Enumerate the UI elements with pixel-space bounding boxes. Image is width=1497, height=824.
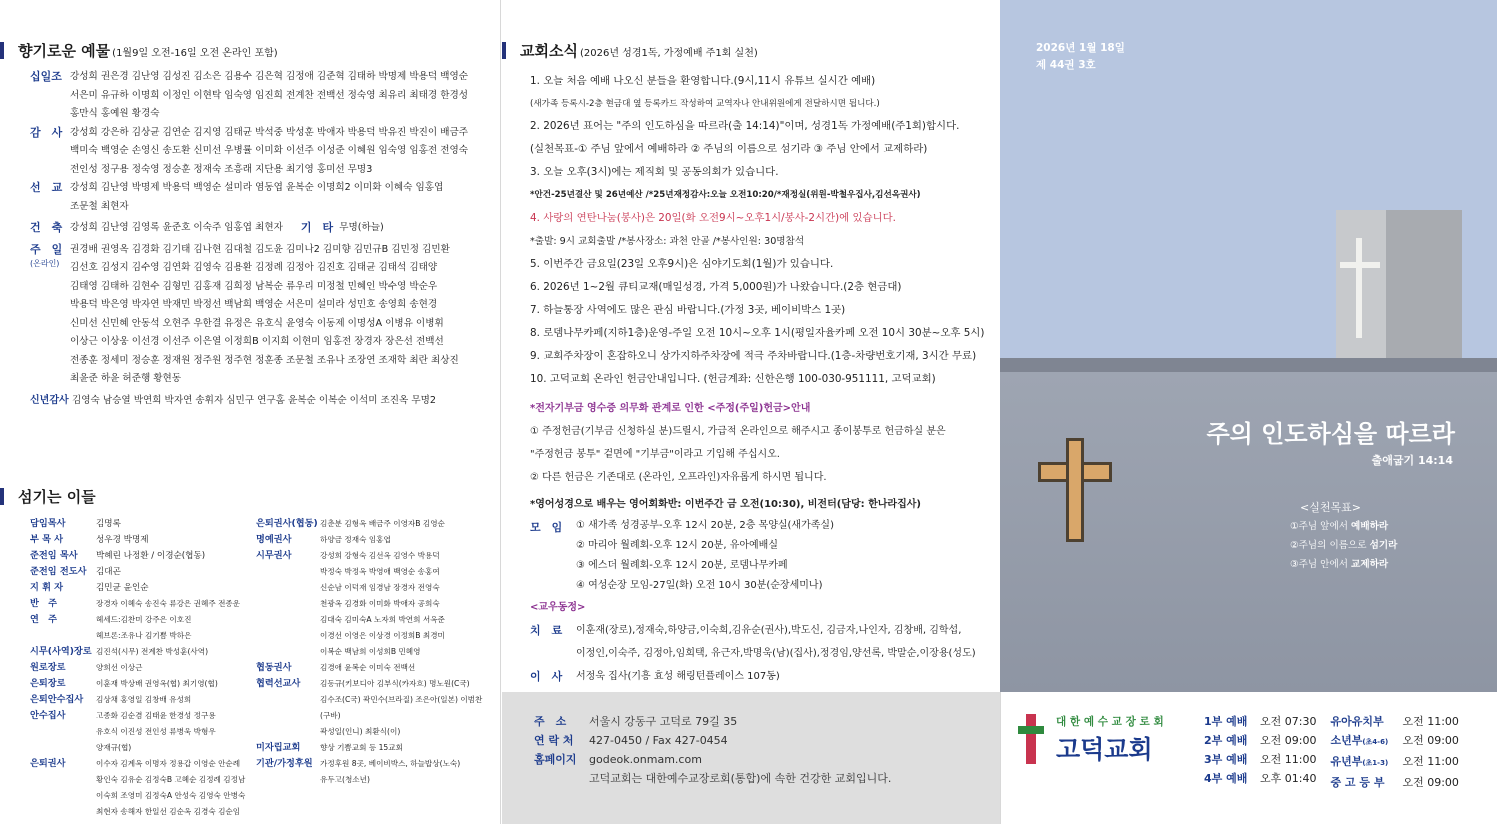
staff-row [30,564,256,580]
service-name: 유아유치부 [1330,715,1384,728]
staff-names: 이훈재 박상배 권영옥(협) 최기영(협) [96,679,218,688]
staff-role: 시무권사 [256,550,292,561]
offering-label: 신년감사 [30,394,69,406]
tax-line: "주정헌금 봉투" 겉면에 "기부금"이라고 기입해 주십시오. [530,449,780,460]
staff-row [30,580,256,596]
title-bar [0,488,4,505]
tower-cross-icon [1356,238,1362,338]
service-row [1330,773,1458,792]
offering-names: 무명(하늘) [339,222,384,233]
tower-shadow [1386,210,1462,360]
logo-cross-icon [1018,714,1044,764]
staff-row [30,516,256,532]
practice-goals: <실천목표> ①주님 앞에서 예배하라 ②주님의 이름으로 섬기라 ③주님 안에서 교제하라 [1290,498,1397,574]
staff-role: 시무(사역)장로 [30,646,92,657]
staff-names: 김상채 홍영일 김창배 유성희 [96,695,192,704]
news-item: *출발: 9시 교회출발 /*봉사장소: 과천 안골 /*봉사인원: 30명참석 [530,236,805,247]
staff-names: 고종화 김순겸 김태윤 한경성 정구용 유호식 이진성 전인성 류병욱 박형우 양재규(협) [96,711,216,752]
staff-row [30,532,256,548]
offering-row-sunday [30,241,492,389]
title-bar [502,42,506,59]
staff-row [30,756,256,820]
staff-row [30,548,256,564]
offering-label: 선 교 [30,181,63,194]
left-panel [0,0,500,824]
staff-names: 가정후원 8곳, 베이비박스, 하늘밥상(노숙) 유두고(청소년) [320,759,461,784]
service-row [1204,769,1316,788]
staff-row [256,532,492,548]
service-name: 1부 예배 [1204,715,1248,728]
staff-role: 지 휘 자 [30,582,64,593]
church-logo: 대 한 예 수 교 장 로 회 고덕교회 [1018,712,1193,768]
staff-role: 은퇴권사 [30,758,66,769]
news-item: 1. 오늘 처음 예배 나오신 분들을 환영합니다.(9시,11시 유튜브 실시간 예배) [530,75,876,87]
staff-names: 김진석(시무) 전계찬 박성훈(사역) [96,647,209,656]
staff-role: 원로장로 [30,662,66,673]
staff-section-title: 섬기는 이들 [0,486,96,507]
staff-role: 은퇴장로 [30,678,66,689]
service-name: 4부 예배 [1204,772,1248,785]
staff-row [30,612,256,644]
news-section-title: 교회소식 (2026년 성경1독, 가정예배 주1회 실천) [502,40,758,61]
roof [1000,358,1497,372]
staff-row [30,676,256,692]
meeting-item: ① 새가족 성경공부-오후 12시 20분, 2층 목양실(새가족실) [576,520,834,531]
staff-role: 준전임 목사 [30,550,78,561]
service-time: 오후 01:40 [1260,772,1317,785]
middle-panel [502,0,1000,824]
news-item: *안건-25년결산 및 26년예산 /*25년재정감사:오늘 오전10:20/*재정실(위원-박철우집사,김선옥권사) [530,190,921,200]
staff-row [30,708,256,756]
english-class: *영어성경으로 배우는 영어회화반: 이번주간 금 오전(10:30), 비전터(담당: 한나라집사) [530,499,921,510]
right-panel [1000,0,1497,824]
staff-names: 이수자 김계옥 이명자 정용갑 이영순 안순례 황인숙 김유순 김정숙B 고혜순 김정례 김정남 이숙희 조영미 김정숙A 안성숙 김영숙 안병숙 최현자 송해자 한일선 김순옥 김경숙 김순임 [96,759,246,816]
staff-role: 은퇴안수집사 [30,694,84,705]
service-name: 중 고 등 부 [1330,776,1385,789]
news-item: 7. 하늘통장 사역에도 많은 관심 바랍니다.(가정 3곳, 베이비박스 1곳) [530,304,846,316]
homepage-link[interactable]: godeok.onmam.com [589,753,702,766]
staff-row [256,740,492,756]
service-time: 오전 09:00 [1402,734,1459,747]
staff-names: 김대곤 [96,567,121,577]
offering-label: 감 사 [30,125,63,139]
service-times [1190,692,1497,824]
staff-column-1 [30,516,256,820]
staff-row [30,692,256,708]
service-col-1 [1204,712,1316,824]
staff-names: 김춘분 김형옥 배금주 이영자B 김영순 [320,519,445,528]
tagline: 고덕교회는 대한예수교장로회(통합)에 속한 건강한 교회입니다. [589,772,892,785]
offering-names: 강성희 김난영 박명제 박용덕 백영순 설미라 염동엽 윤복순 이명희2 이미화 이혜숙 임홍엽 조문철 최현자 [70,182,444,212]
service-row [1330,731,1458,752]
meeting-item: ④ 여성순장 모임-27일(화) 오전 10시 30분(순장세미나) [576,580,823,591]
staff-names: 하양금 정재숙 임홍엽 [320,535,391,544]
tower-cross-icon [1340,262,1380,268]
offering-row [30,124,492,180]
treatment: 치 료 이훈재(장로),정재숙,하양금,이숙희,김유순(권사),박도신, 김금자,나인자, 김창배, 김학섭, 이정인,이숙주, 김정아,임희택, 유근자,박명욱(남)(집사),정경임,양선록, 박말순,이장용(성도) [530,624,976,659]
offering-names: 김영숙 남승열 박연희 박자연 송휘자 심민구 연구홈 윤복순 이복순 이석미 조진옥 무명2 [72,394,437,406]
staff-role: 협력선교사 [256,678,301,689]
service-name: 유년부(초1-3) [1330,755,1389,768]
offering-label: 주 일 (온라인) [30,242,63,268]
staff-role: 협동권사 [256,662,292,673]
news-item: 4. 사랑의 연탄나눔(봉사)은 20일(화 오전9시~오후1시/봉사-2시간)에 있습니다. [530,212,896,224]
staff-names: 김명록 [96,519,121,529]
goal-item: ③주님 안에서 교제하라 [1290,559,1389,570]
staff-list [30,516,495,820]
moving: 이 사 서정욱 집사(기흥 효성 해링턴플레이스 107동) [530,670,780,683]
tax-notice-lines [530,420,995,489]
offering-label: 기 타 [300,221,334,234]
offering-section-title: 향기로운 예물 (1월9일 오전-16일 오전 온라인 포함) [0,40,278,61]
staff-row [30,660,256,676]
service-row [1204,712,1316,731]
staff-names: 김경애 윤복순 이미숙 전백선 [320,663,416,672]
theme-title: 주의 인도하심을 따르라 [1206,420,1455,448]
service-time: 오전 11:00 [1402,715,1459,728]
staff-row [256,756,492,788]
offering-list [30,68,492,410]
news-list [530,70,995,711]
offering-row [30,179,492,216]
staff-names: 박혜린 나정환 / 이경순(협동) [96,551,206,561]
staff-names: 김민균 윤인순 [96,583,149,593]
issue-info: 2026년 1월 18일 제 44권 3호 [1036,42,1125,71]
service-col-2 [1330,712,1458,824]
staff-row [256,660,492,676]
staff-row [256,548,492,660]
service-row [1330,712,1458,731]
staff-names: 향상 기쁨교회 등 15교회 [320,743,403,752]
wall-cross-icon [1066,438,1084,542]
staff-row [30,596,256,612]
staff-row [256,516,492,532]
service-time: 오전 09:00 [1260,734,1317,747]
goal-item: ①주님 앞에서 예배하라 [1290,521,1389,532]
service-name: 3부 예배 [1204,753,1248,766]
staff-role: 미자립교회 [256,742,301,753]
goal-item: ②주님의 이름으로 섬기라 [1290,540,1398,551]
service-row [1330,752,1458,773]
meeting-list [576,516,834,596]
news-item: 9. 교회주차장이 혼잡하오니 상가지하주차장에 적극 주차바랍니다.(1층-차량번호기재, 3시간 무료) [530,350,977,362]
title-bar [0,42,4,59]
offering-names: 강성희 김난영 김영록 윤준호 이숙주 임홍엽 최현자 [70,222,283,233]
tax-notice-title: *전자기부금 영수증 의무화 관계로 인한 <주정(주일)헌금>안내 [530,403,811,414]
staff-names: 김동규(키보디아 김부식(카자흐) 명노원(C국) 김수조(C국) 곽민수(브라질) 조은아(일본) 이범찬(구바) 곽성일(인니) 최환식(이) [320,679,483,736]
service-time: 오전 09:00 [1402,776,1459,789]
staff-role: 부 목 사 [30,534,64,545]
meeting-item: ③ 에스더 월례회-오후 12시 20분, 로뎀나무카페 [576,560,788,571]
news-item: 6. 2026년 1~2월 큐티교재(매일성경, 가격 5,000원)가 나왔습니다.(2층 현금대) [530,281,902,293]
staff-role: 담임목사 [30,518,66,529]
offering-names: 강성희 강은하 김상균 김연순 김지영 김태균 박석중 박성훈 박애자 박용덕 박유진 박진이 배금주 백미숙 백영순 손영신 송도환 신미선 우병률 이미화 이선주 이성준 이혜원 임숙영 임홍전 전영숙 전인성 정구용 정숙영 정승훈 정재숙 조흥래 지단용 최기영 홍미선 무명3 [70,126,469,175]
service-row [1204,750,1316,769]
cover-photo [1000,0,1497,692]
offering-row-building [30,219,492,238]
staff-names: 장경자 이혜숙 송진숙 류강은 권혜주 전종운 [96,599,241,608]
news-item: 5. 이번주간 금요일(23일 오후9시)은 심야기도회(1월)가 있습니다. [530,258,834,270]
staff-row [256,676,492,740]
service-time: 오전 11:00 [1402,755,1459,768]
fold-line [500,0,501,824]
service-time: 오전 11:00 [1260,753,1317,766]
service-time: 오전 07:30 [1260,715,1317,728]
tax-line: ① 주정헌금(기부금 신청하실 분)드릴시, 가급적 온라인으로 해주시고 종이봉투로 헌금하실 분은 [530,426,946,437]
staff-role: 반 주 [30,598,57,609]
service-row [1204,731,1316,750]
staff-role: 준전임 전도사 [30,566,87,577]
meeting-item: ② 마리아 월례회-오후 12시 20분, 유아예배실 [576,540,778,551]
scripture-ref: 출애굽기 14:14 [1371,454,1453,467]
news-item: (새가족 등록시-2층 현금대 옆 등록카드 작성하여 교역자나 안내위원에게 전달하시면 됩니다.) [530,99,880,109]
member-news-title: <교우동정> [530,602,586,613]
church-info: 주 소 서울시 강동구 고덕로 79길 35 연 락 처 427-0450 / Fax 427-0454 홈페이지 godeok.onmam.com 고덕교회는 대한예수교장로회(통합)에 속한 건강한 교회입니다. [534,712,891,788]
staff-role: 명예권사 [256,534,292,545]
news-items [530,70,995,391]
offering-row-newyear [30,392,492,411]
phone: 427-0450 / Fax 427-0454 [589,734,728,747]
offering-label: 건 축 [30,221,63,234]
service-name: 소년부(초4-6) [1330,734,1389,747]
staff-names: 양희선 이상근 [96,663,143,672]
tax-line: ② 다른 헌금은 기존대로 (온라인, 오프라인)자유롭게 하시면 됩니다. [530,472,827,483]
news-item: 3. 오늘 오후(3시)에는 제직회 및 공동의회가 있습니다. [530,166,779,178]
staff-role: 연 주 [30,614,57,625]
service-name: 2부 예배 [1204,734,1248,747]
staff-names: 성우경 박명제 [96,535,149,545]
offering-names: 권경배 권영옥 김경화 김기태 김나현 김대철 김도윤 김미나2 김미향 김민규B 김민정 김민환 김선호 김성지 김수영 김연화 김영숙 김용환 김정례 김정아 김진호 김태균 김태석 김태양 김태영 김태하 김현수 김형민 김홍재 김희정 남복순 류우리 미정철 민혜인 박수영 박순우 박용덕 박은영 박자연 박재민 박정선 백남희 백영순 서은미 설미라 성민호 송영희 송현경 신미선 신민혜 안동석 오현주 우한결 유정은 유호식 윤영숙 이동제 이명성A 이병유 이병휘 이상근 이상웅 이선경 이선주 이은열 이정희B 이지희 이현미 임홍전 장경자 장은선 전백선 전종훈 정세미 정승훈 정재원 정주원 정주현 정훈종 조문철 조유나 조장연 조재학 최란 최상진 최윤준 하윤 허준행 황현동 [70,243,459,384]
staff-role: 기관/가정후원 [256,758,313,769]
staff-role: 은퇴권사(협동) [256,518,318,529]
offering-row [30,68,492,124]
offering-names: 강성희 권은경 김난영 김성진 김소은 김용수 김은혁 김정애 김준혁 김태하 박명제 박용덕 백영순 서은미 유규하 이명희 이정인 이현탁 임숙영 임진희 전계찬 전백선 정숙영 최유리 최태경 한경성 홍만식 홍예원 황경숙 [70,71,469,119]
offering-label: 십일조 [30,70,62,83]
staff-column-2 [256,516,492,820]
meetings: 모 임 ① 새가족 성경공부-오후 12시 20분, 2층 목양실(새가족실) ② 마리아 월례회-오후 12시 20분, 유아예배실 ③ 에스더 월례회-오후 12시 20분, 로뎀나무카페 ④ 여성순장 모임-27일(화) 오전 10시 30분(순장세미나) [530,516,995,596]
news-item: 10. 고덕교회 온라인 헌금안내입니다. (헌금계좌: 신한은행 100-030-951111, 고덕교회) [530,373,936,385]
staff-row [30,644,256,660]
news-item: 8. 로뎀나무카페(지하1층)운영-주일 오전 10시~오후 1시(평일자율카페 오전 10시 30분~오후 5시) [530,327,985,339]
news-item: 2. 2026년 표어는 "주의 인도하심을 따르라(출 14:14)"이며, 성경1독 가정예배(주1회)합시다. [530,120,960,132]
news-item: (실천목표-① 주님 앞에서 예배하라 ② 주님의 이름으로 섬기라 ③ 주님 안에서 교제하라) [530,143,928,155]
staff-role: 안수집사 [30,710,66,721]
staff-names: 헤세드:김찬미 강주은 이호진 헤브론:조유나 김기쁨 박하은 [96,615,192,640]
address: 서울시 강동구 고덕로 79길 35 [589,715,738,728]
staff-names: 강성희 강형숙 김선옥 김영수 박용덕 박정숙 박정옥 박영애 백영순 송홍여 신순남 이덕재 임경남 장경자 전영숙 천광옥 김경화 이미화 박애자 공희숙 김대숙 김미숙A 노자희 박연희 서옥준 이경선 이영은 이상경 이정희B 최경미 이복순 백남희 이성희B 민혜영 [320,551,445,656]
